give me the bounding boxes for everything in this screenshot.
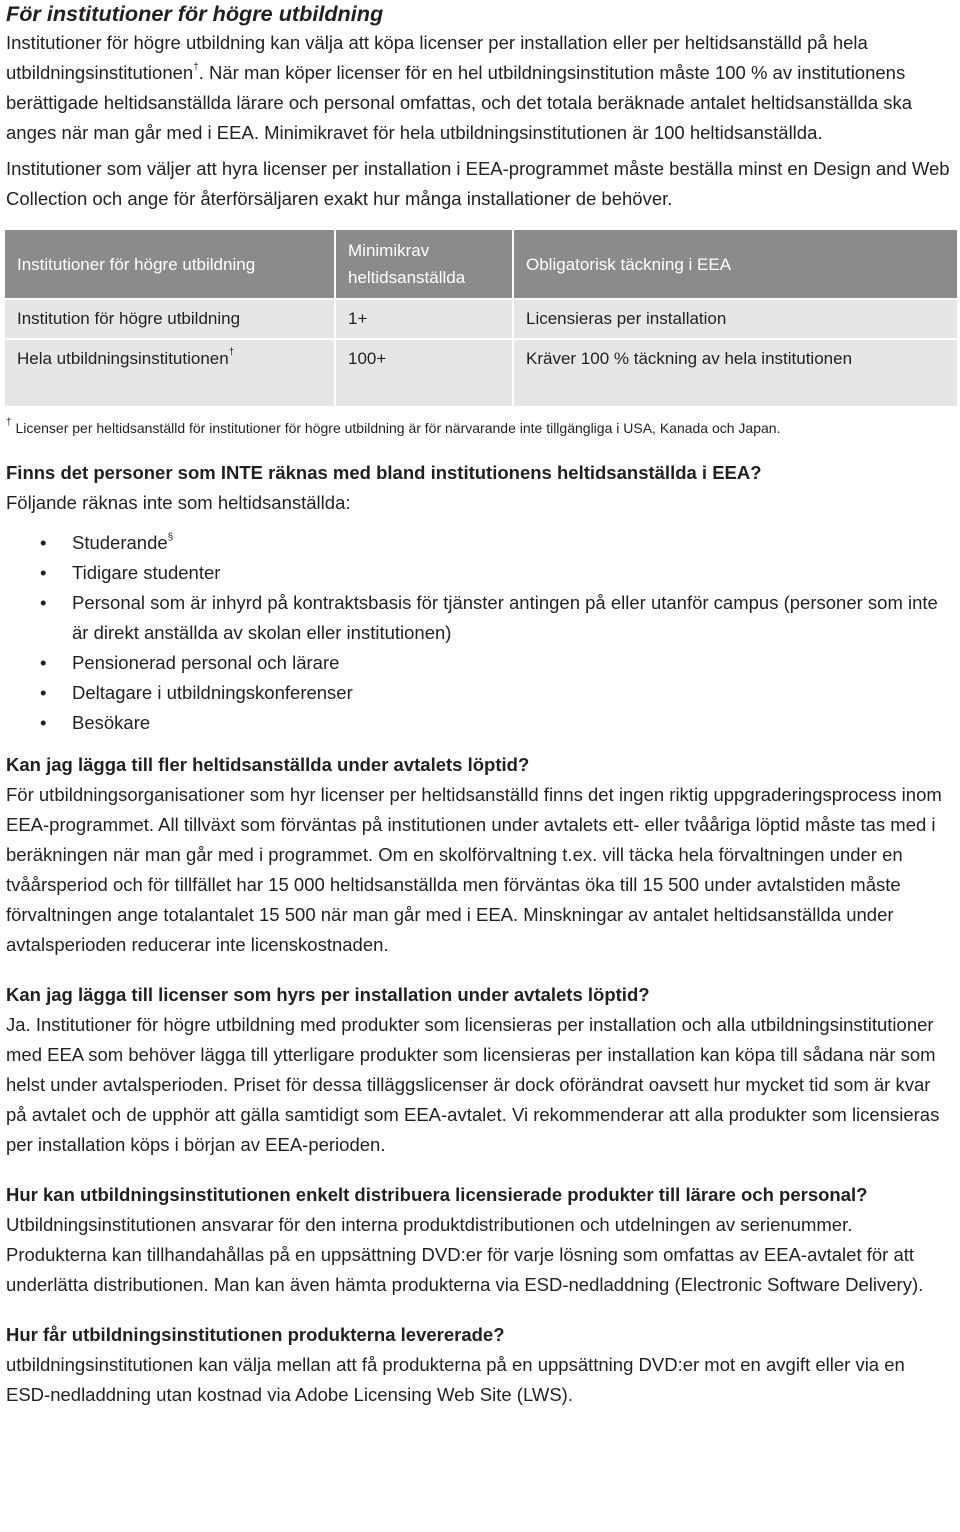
table-cell-institution [5,298,336,338]
section-marker: § [167,531,174,543]
bullet-icon: • [40,652,47,673]
list-item [6,678,952,708]
table-header-minimum: Minimikrav heltidsanställda [336,230,514,298]
list-item-text: Studerande [72,532,168,553]
list-item [6,588,952,648]
bullet-icon: • [40,532,47,553]
dagger-marker: † [6,417,12,429]
bullet-icon: • [40,562,47,583]
list-item-text: Besökare [72,712,151,733]
table-header-institution: Institutioner för högre utbildning [5,230,336,298]
faq-section-add-fte [6,750,952,960]
faq-section-add-installation [6,980,952,1160]
table-cell-institution [5,338,336,406]
footnote [6,418,952,438]
section-heading-higher-education: För institutioner för högre utbildning [6,1,384,26]
excluded-list [6,528,952,738]
table-header-row [5,230,957,298]
intro-paragraph-1 [6,28,952,148]
list-item-text: Tidigare studenter [72,562,221,583]
faq-answer: Utbildningsinstitutionen ansvarar för den interna produktdistributionen och utdelningen av serienummer. Produkterna kan tillhandahållas på en uppsättning DVD:er för varje lösning som omfattas av EEA-avtalet för att underlätta distributionen. Man kan även hämta produkterna via ESD-nedladdning (Electronic Software Delivery). [6,1214,924,1295]
list-item [6,708,952,738]
table-row [5,298,957,338]
cell-text: Institution för högre utbildning [17,309,241,328]
faq-question: Kan jag lägga till licenser som hyrs per installation under avtalets löptid? [6,984,650,1005]
table-cell-minimum: 1+ [336,298,514,338]
faq-question: Hur får utbildningsinstitutionen produkterna levererade? [6,1324,505,1345]
cell-text: Hela utbildningsinstitutionen [17,349,229,368]
intro-paragraph-2: Institutioner som väljer att hyra licenser per installation i EEA-programmet måste beställa minst en Design and Web Collection och ange för återförsäljaren exakt hur många installationer de behöver. [6,158,950,209]
faq-section-delivery [6,1320,952,1410]
dagger-marker: † [228,347,235,359]
intro-p1-text-b: . När man köper licenser för en hel utbildningsinstitution måste 100 % av institutionens berättigade heltidsanställda lärare och personal omfattas, och det totala beräknade antalet heltidsanställda ska anges när man går med i EEA. Minimikravet för hela utbildningsinstitutionen är 100 heltidsanställda. [6,62,913,143]
list-item-text: Deltagare i utbildningskonferenser [72,682,353,703]
table-header-coverage: Obligatorisk täckning i EEA [514,230,957,298]
faq-answer: Ja. Institutioner för högre utbildning med produkter som licensieras per installation och alla utbildningsinstitutioner med EEA som behöver lägga till ytterligare produkter som licensieras per installation kan köpa till sådana när som helst under avtalsperioden. Priset för dessa tilläggslicenser är dock oförändrat oavsett hur mycket tid som är kvar på avtalet och de upphör att gälla samtidigt som EEA-avtalet. Vi rekommenderar att alla produkter som licensieras per installation köps i början av EEA-perioden. [6,1014,940,1155]
table-cell-minimum: 100+ [336,338,514,406]
table-cell-coverage: Licensieras per installation [514,298,957,338]
list-item-text: Pensionerad personal och lärare [72,652,340,673]
intro-p1-text-a: Institutioner för högre utbildning kan välja att köpa licenser per installation eller per heltidsanställd på hela utbildningsinstitutionen [6,32,868,83]
table-cell-coverage: Kräver 100 % täckning av hela institutionen [514,338,957,406]
list-item [6,648,952,678]
footnote-text: Licenser per heltidsanställd för institutioner för högre utbildning är för närvarande inte tillgängliga i USA, Kanada och Japan. [11,420,781,436]
bullet-icon: • [40,682,47,703]
faq-answer: utbildningsinstitutionen kan välja mellan att få produkterna på en uppsättning DVD:er mot en avgift eller via en ESD-nedladdning utan kostnad via Adobe Licensing Web Site (LWS). [6,1354,905,1405]
bullet-icon: • [40,592,47,613]
list-item-text: Personal som är inhyrd på kontraktsbasis för tjänster antingen på eller utanför campus (personer som inte är direkt anställda av skolan eller institutionen) [72,592,938,643]
faq-section-distribution [6,1180,952,1300]
faq-section-excluded-staff [6,458,952,738]
faq-answer: För utbildningsorganisationer som hyr licenser per heltidsanställd finns det ingen riktig uppgraderingsprocess inom EEA-programmet. All tillväxt som förväntas på institutionen under avtalets ett- eller tvååriga löptid måste tas med i beräkningen när man går med i programmet. Om en skolförvaltning t.ex. vill täcka hela förvaltningen under en tvåårsperiod och för tillfället har 15 000 heltidsanställda men förväntas öka till 15 500 under avtalstiden måste förvaltningen ange totalantalet 15 500 när man går med i EEA. Minskningar av antalet heltidsanställda under avtalsperioden reducerar inte licenskostnaden. [6,784,942,955]
faq-answer: Följande räknas inte som heltidsanställda: [6,492,351,513]
faq-question: Finns det personer som INTE räknas med bland institutionens heltidsanställda i EEA? [6,462,762,483]
faq-question: Kan jag lägga till fler heltidsanställda under avtalets löptid? [6,754,530,775]
bullet-icon: • [40,712,47,733]
licensing-table [5,230,957,406]
dagger-marker: † [193,61,199,73]
faq-question: Hur kan utbildningsinstitutionen enkelt distribuera licensierade produkter till lärare och personal? [6,1184,868,1205]
table-row [5,338,957,406]
list-item [6,558,952,588]
list-item [6,528,952,558]
